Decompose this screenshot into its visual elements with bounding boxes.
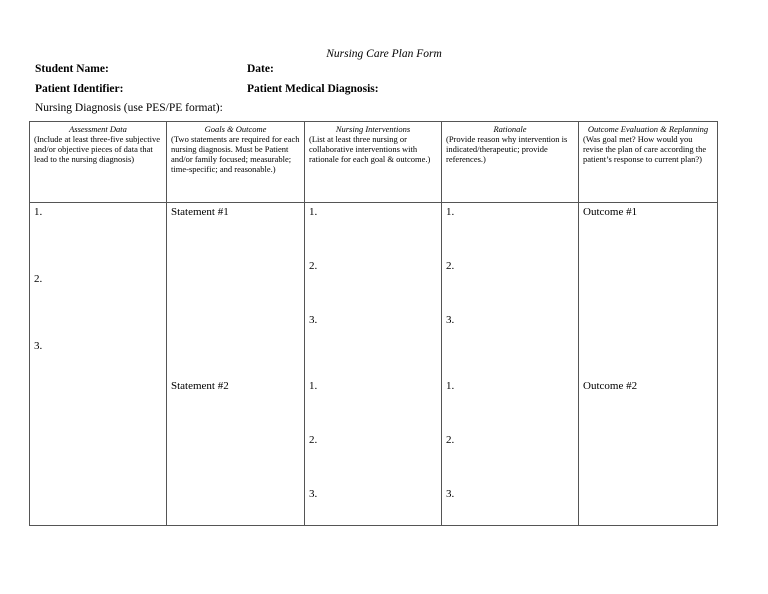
rationale-cell[interactable] [442,203,579,526]
rationale-item: 1. [446,206,455,218]
column-description: (Provide reason why intervention is indicated/therapeutic; provide references.) [446,134,568,164]
column-description: (Was goal met? How would you revise the plan of care according the patient’s response to current plan?) [583,134,707,164]
header-evaluation [579,122,718,203]
date-label: Date: [247,63,274,75]
evaluation-cell[interactable] [579,203,718,526]
column-title: Assessment Data [69,124,127,134]
goal-statement: Statement #2 [171,380,229,392]
assessment-item: 2. [34,273,43,285]
form-title: Nursing Care Plan Form [326,48,442,60]
rationale-item: 2. [446,260,455,272]
header-goals [167,122,305,203]
patient-diagnosis-label: Patient Medical Diagnosis: [247,83,379,95]
outcome-item: Outcome #2 [583,380,638,392]
header-rationale [442,122,579,203]
rationale-item: 2. [446,434,455,446]
rationale-item: 3. [446,488,455,500]
intervention-item: 2. [309,260,318,272]
nursing-diagnosis-label: Nursing Diagnosis (use PES/PE format): [35,102,223,114]
rationale-item: 3. [446,314,455,326]
column-description: (Two statements are required for each nursing diagnosis. Must be Patient and/or family focused; measurable; time-specific; and reasonable.) [171,134,300,174]
assessment-item: 1. [34,206,43,218]
intervention-item: 3. [309,314,318,326]
intervention-item: 1. [309,206,318,218]
body-row [30,203,718,526]
header-assessment [30,122,167,203]
header-interventions [305,122,442,203]
intervention-item: 3. [309,488,318,500]
goals-cell[interactable] [167,203,305,526]
care-plan-table [29,121,718,526]
rationale-item: 1. [446,380,455,392]
outcome-item: Outcome #1 [583,206,638,218]
goal-statement: Statement #1 [171,206,229,218]
intervention-item: 2. [309,434,318,446]
assessment-cell[interactable] [30,203,167,526]
assessment-item: 3. [34,340,43,352]
column-description: (List at least three nursing or collaborative interventions with rationale for each goal & outcome.) [309,134,431,164]
column-title: Rationale [493,124,527,134]
column-title: Nursing Interventions [335,124,411,134]
interventions-cell[interactable] [305,203,442,526]
patient-identifier-label: Patient Identifier: [35,83,124,95]
student-name-label: Student Name: [35,63,109,75]
header-row [30,122,718,203]
column-title: Goals & Outcome [204,124,267,134]
column-description: (Include at least three-five subjective and/or objective pieces of data that lead to the nursing diagnosis) [34,134,161,164]
intervention-item: 1. [309,380,318,392]
column-title: Outcome Evaluation & Replanning [587,124,709,134]
